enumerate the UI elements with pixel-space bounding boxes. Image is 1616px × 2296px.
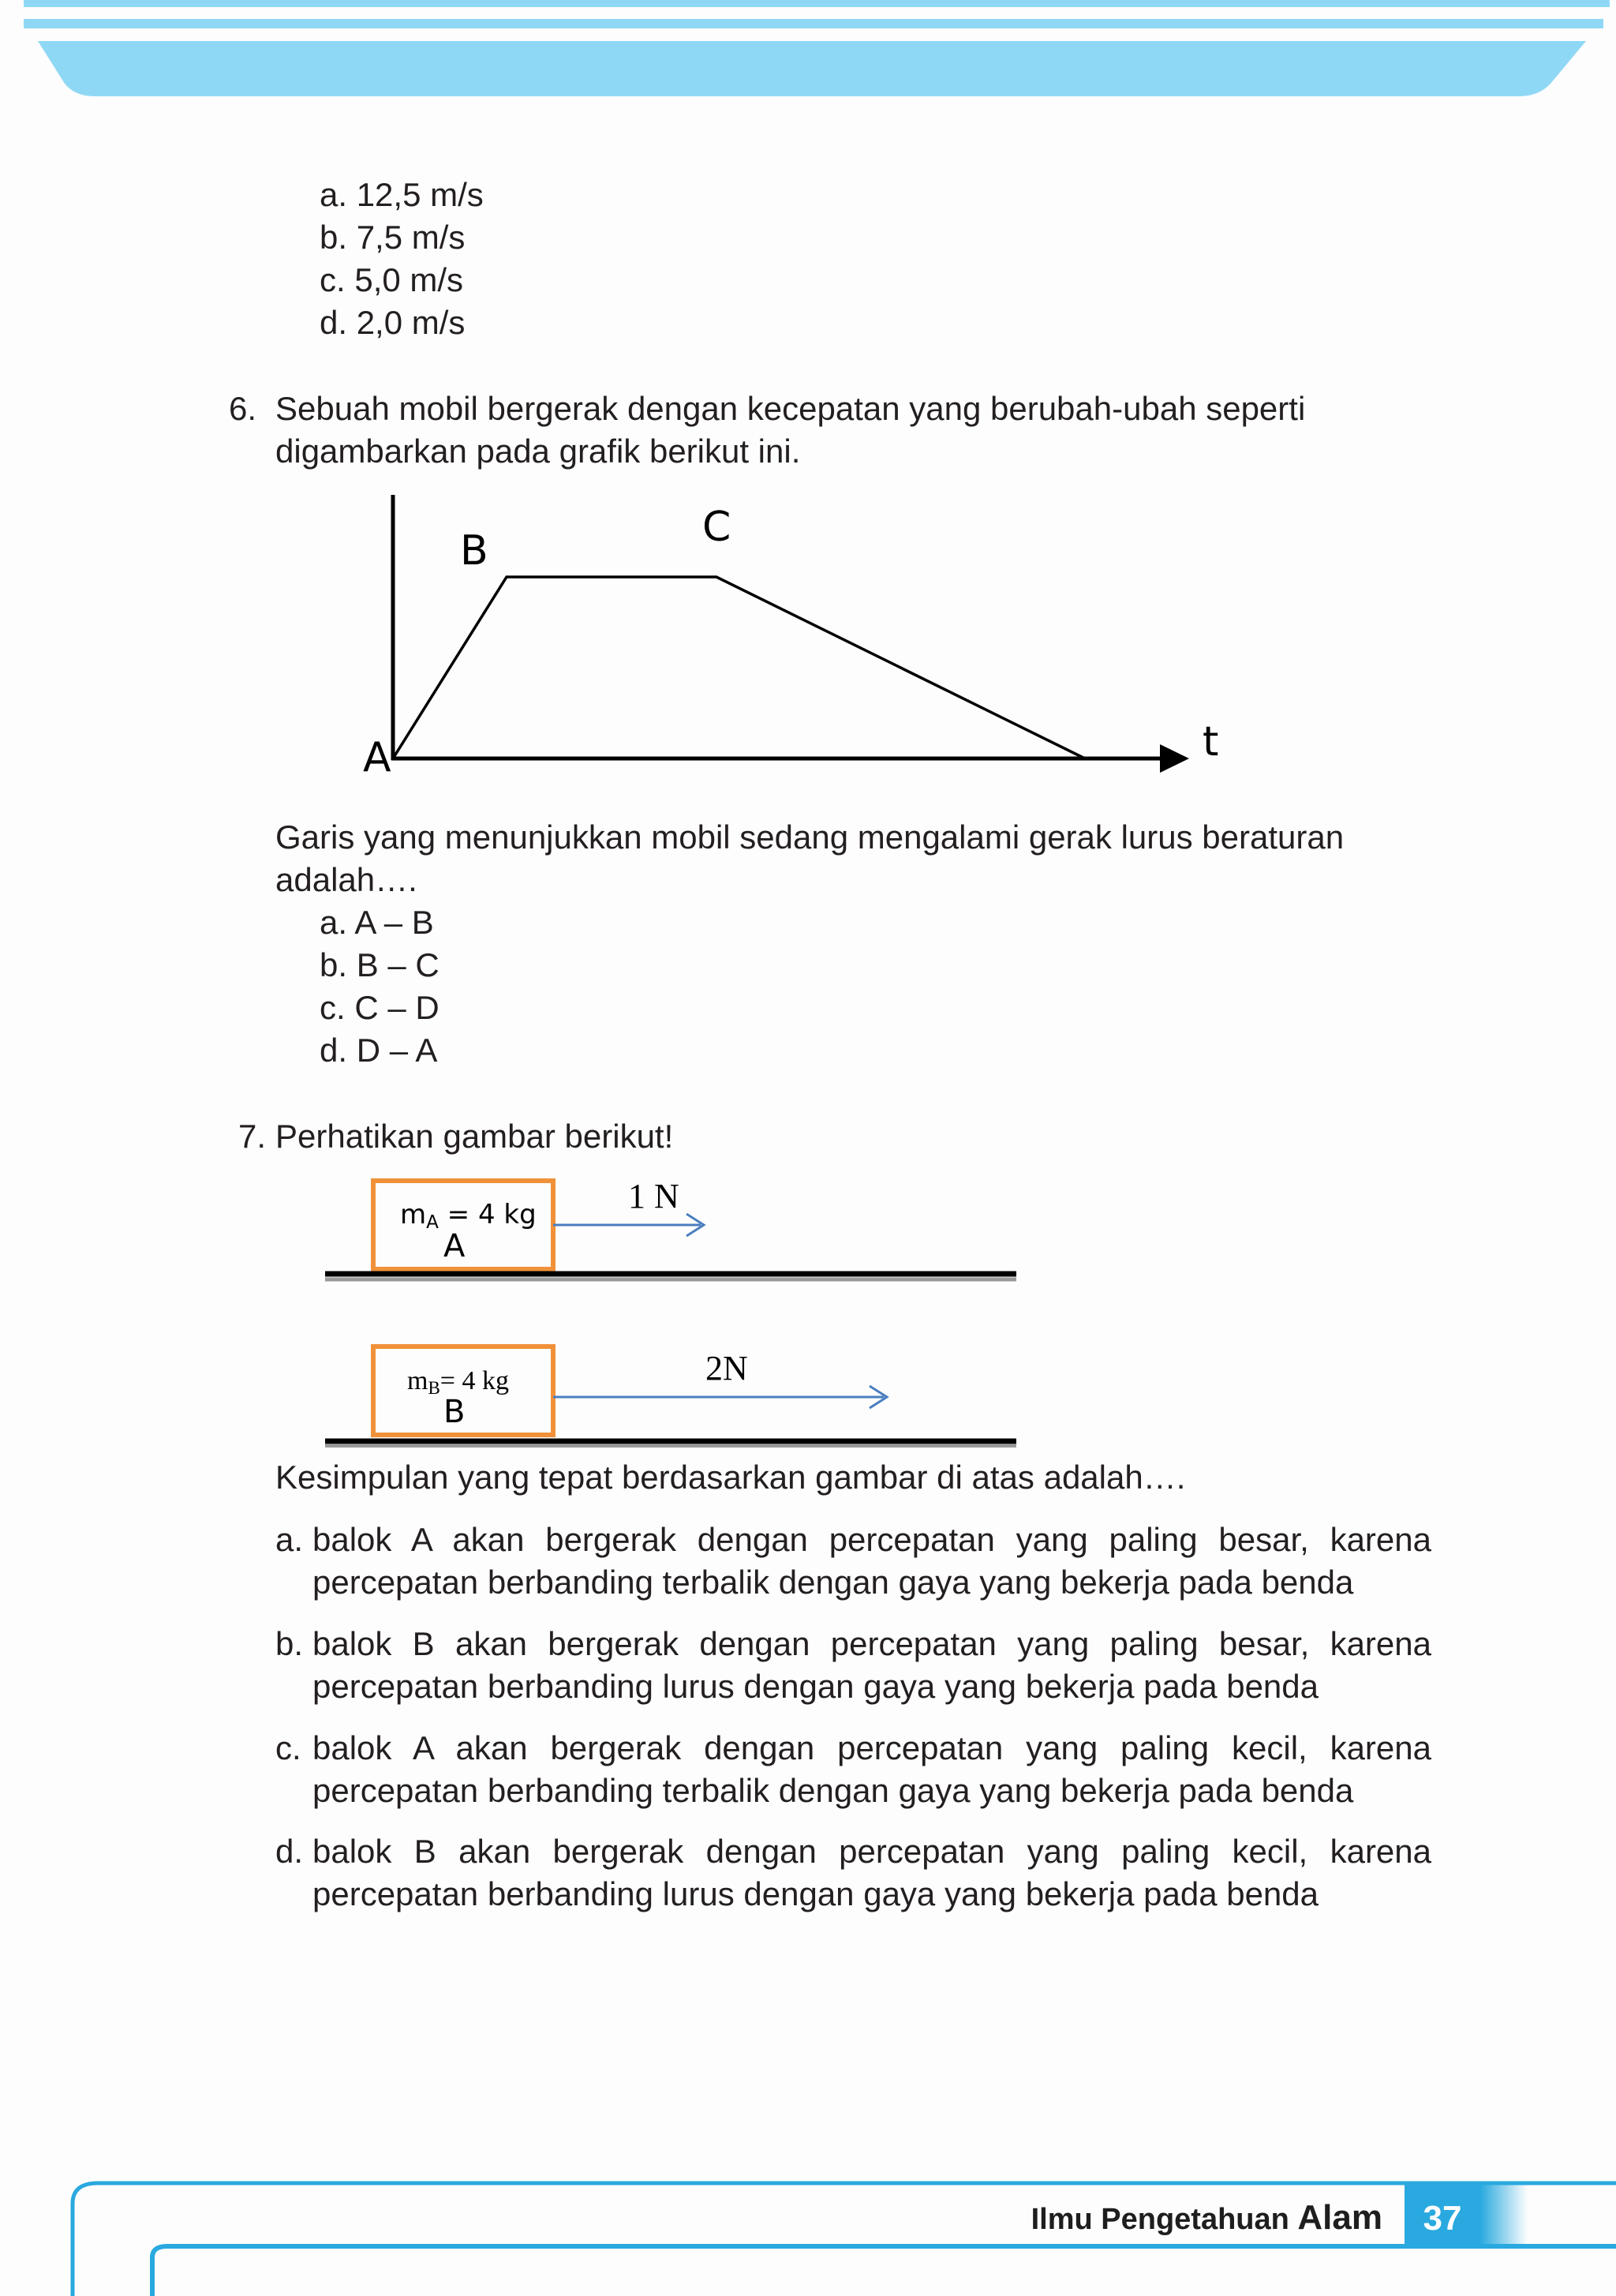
q6-option-d	[320, 1029, 437, 1072]
option-label: b.	[320, 219, 348, 256]
q6-option-a	[320, 901, 434, 944]
option-label: d.	[320, 304, 348, 341]
q7-option-c-label: c.	[275, 1729, 301, 1766]
q6-number: 6.	[229, 390, 257, 427]
block-b-label: B	[443, 1394, 466, 1430]
block-a-mass: mA = 4 kg	[400, 1199, 537, 1233]
footer-subject-prefix: Ilmu Pengetahuan	[1031, 2203, 1298, 2236]
block-a-label: A	[443, 1228, 466, 1264]
option-text: C – D	[354, 989, 440, 1026]
q5-option-a	[320, 174, 484, 216]
footer-subject-emphasis: Alam	[1297, 2198, 1382, 2237]
q7-force-figure	[316, 1168, 1026, 1460]
q7-option-b-line1: balok B akan bergerak dengan percepatan yang paling besar, karena	[312, 1625, 1431, 1662]
block-b-mass: mB= 4 kg	[407, 1366, 509, 1398]
graph-line-ABC	[393, 577, 1085, 758]
page-number: 37	[1423, 2199, 1462, 2238]
footer-subject	[1026, 2198, 1382, 2238]
q7-option-b-label: b.	[275, 1625, 304, 1662]
axis-t-label: t	[1203, 718, 1219, 766]
option-text: 2,0 m/s	[356, 304, 466, 341]
option-text: 7,5 m/s	[356, 219, 466, 256]
option-label: a.	[320, 176, 348, 213]
option-text: 5,0 m/s	[354, 261, 464, 298]
q7-option-a-line1: balok A akan bergerak dengan percepatan yang paling besar, karena	[312, 1521, 1431, 1558]
q6-stem-line1: Sebuah mobil bergerak dengan kecepatan yang berubah-ubah seperti	[275, 390, 1306, 427]
q6-question-line2: adalah….	[275, 861, 417, 898]
q5-option-b	[320, 216, 465, 259]
q7-option-b-line2: percepatan berbanding lurus dengan gaya yang bekerja pada benda	[312, 1668, 1319, 1705]
q7-option-c-line1: balok A akan bergerak dengan percepatan yang paling kecil, karena	[312, 1729, 1431, 1766]
force-a-label: 1 N	[628, 1177, 679, 1215]
option-label: c.	[320, 261, 346, 298]
q7-option-d-line1: balok B akan bergerak dengan percepatan yang paling kecil, karena	[312, 1833, 1431, 1870]
q6-stem-line2: digambarkan pada grafik berikut ini.	[275, 433, 801, 470]
q6-option-c	[320, 987, 440, 1029]
q7-option-d-label: d.	[275, 1833, 304, 1870]
q6-velocity-graph	[331, 485, 1278, 789]
point-b-label: B	[460, 527, 488, 575]
q7-option-d-line2: percepatan berbanding lurus dengan gaya yang bekerja pada benda	[312, 1875, 1319, 1912]
option-label: c.	[320, 989, 346, 1026]
time-axis-arrowhead	[1160, 744, 1189, 773]
point-a-label: A	[363, 734, 391, 781]
force-b-label: 2N	[705, 1349, 748, 1388]
q7-number: 7.	[238, 1118, 267, 1155]
q5-option-d	[320, 302, 465, 344]
option-label: a.	[320, 904, 348, 941]
option-label: b.	[320, 946, 348, 983]
q7-option-c-line2: percepatan berbanding terbalik dengan gaya yang bekerja pada benda	[312, 1772, 1354, 1809]
q7-option-a-label: a.	[275, 1521, 304, 1558]
header-band	[0, 0, 1616, 103]
option-text: B – C	[356, 946, 440, 983]
point-c-label: C	[702, 504, 731, 551]
q6-question-line1: Garis yang menunjukkan mobil sedang mengalami gerak lurus beraturan	[275, 818, 1345, 856]
option-label: d.	[320, 1032, 348, 1069]
q7-question: Kesimpulan yang tepat berdasarkan gambar di atas adalah….	[275, 1459, 1186, 1496]
q6-option-b	[320, 944, 440, 987]
q7-stem: Perhatikan gambar berikut!	[275, 1118, 674, 1155]
option-text: A – B	[354, 904, 434, 941]
q7-option-a-line2: percepatan berbanding terbalik dengan gaya yang bekerja pada benda	[312, 1564, 1354, 1601]
option-text: D – A	[356, 1032, 438, 1069]
q5-option-c	[320, 259, 463, 302]
option-text: 12,5 m/s	[356, 176, 484, 213]
